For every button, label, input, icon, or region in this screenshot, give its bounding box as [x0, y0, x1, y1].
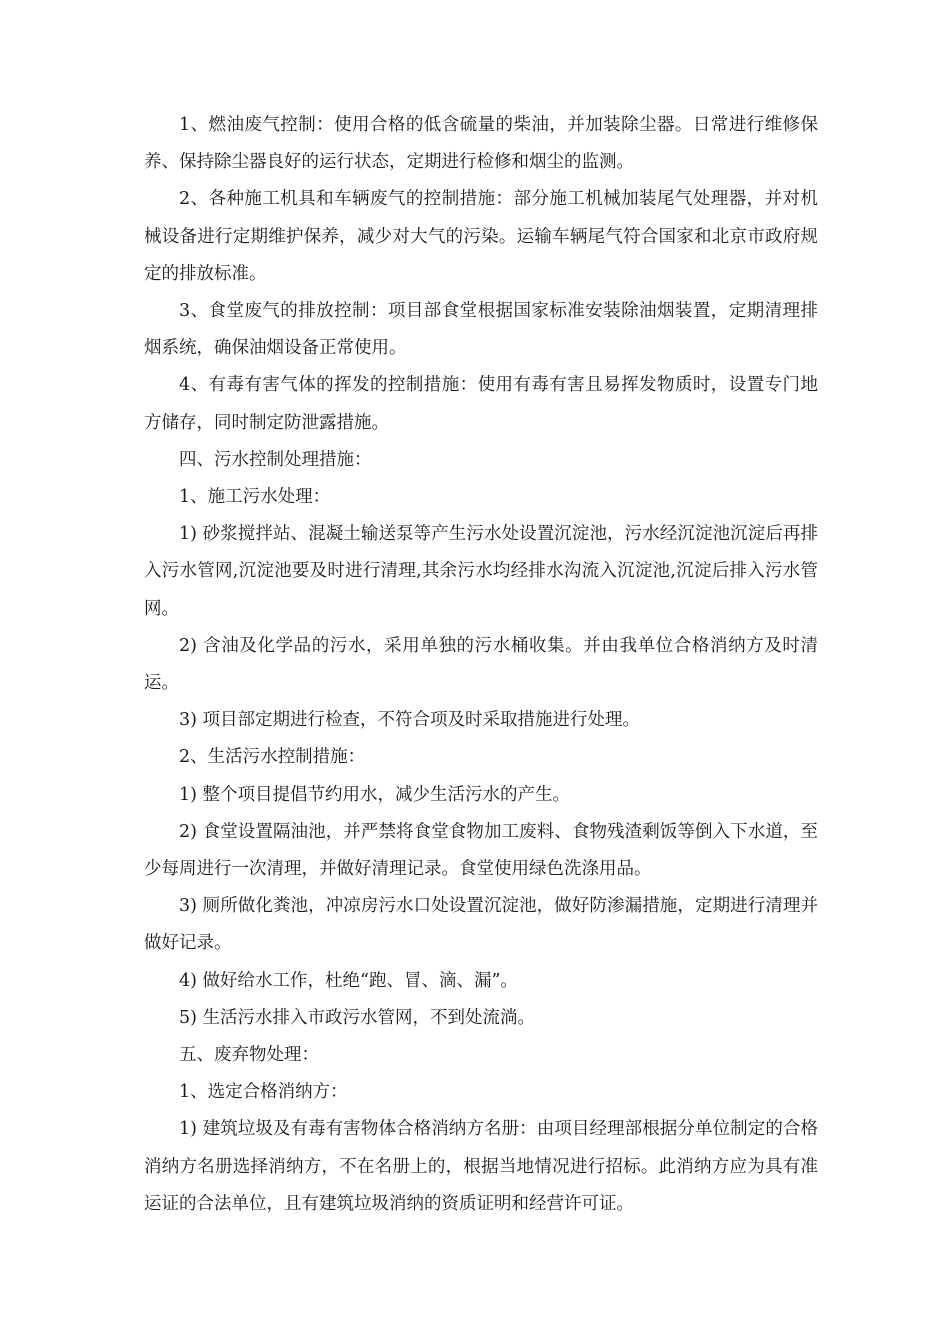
paragraph-disposer-registry: 1) 建筑垃圾及有毒有害物体合格消纳方名册：由项目经理部根据分单位制定的合格消纳方名册选择消纳方，不在名册上的，根据当地情况进行招标。此消纳方应为具有准运证的合法单位，且有建筑垃圾消纳的资质证明和经营许可证。 — [144, 1119, 818, 1214]
paragraph-grease-trap: 2) 食堂设置隔油池，并严禁将食堂食物加工废料、食物残渣剩饭等倒入下水道，至少每周进行一次清理，并做好清理记录。食堂使用绿色洗涤用品。 — [144, 821, 818, 880]
subheading-select-disposer: 1、选定合格消纳方： — [179, 1082, 348, 1103]
paragraph-periodic-inspection: 3) 项目部定期进行检查，不符合项及时采取措施进行处理。 — [179, 710, 641, 731]
paragraph-water-supply: 4) 做好给水工作，杜绝“跑、冒、滴、漏”。 — [179, 970, 518, 991]
section-heading-sewage: 四、污水控制处理措施： — [179, 449, 372, 470]
paragraph-water-saving: 1) 整个项目提倡节约用水，减少生活污水的产生。 — [179, 784, 571, 805]
paragraph-toxic-gas: 4、有毒有害气体的挥发的控制措施：使用有毒有害且易挥发物质时，设置专门地方储存，同时制定防泄露措施。 — [144, 375, 818, 433]
paragraph-sedimentation-tank: 1) 砂浆搅拌站、混凝土输送泵等产生污水处设置沉淀池，污水经沉淀池沉淀后再排入污水管网,沉淀池要及时进行清理,其余污水均经排水沟流入沉淀池,沉淀后排入污水管网。 — [144, 524, 818, 619]
paragraph-municipal-sewer: 5) 生活污水排入市政污水管网，不到处流淌。 — [179, 1007, 536, 1028]
subheading-construction-sewage: 1、施工污水处理： — [179, 487, 331, 508]
paragraph-septic-tank: 3) 厕所做化粪池，冲凉房污水口处设置沉淀池，做好防渗漏措施，定期进行清理并做好记录。 — [144, 896, 818, 954]
paragraph-oil-chemical-sewage: 2) 含油及化学品的污水，采用单独的污水桶收集。并由我单位合格消纳方及时清运。 — [144, 635, 818, 694]
paragraph-fuel-exhaust: 1、燃油废气控制：使用合格的低含硫量的柴油，并加装除尘器。日常进行维修保养、保持除尘器良好的运行状态，定期进行检修和烟尘的监测。 — [144, 115, 818, 173]
section-heading-waste: 五、废弃物处理： — [179, 1045, 319, 1066]
paragraph-machinery-exhaust: 2、各种施工机具和车辆废气的控制措施：部分施工机械加装尾气处理器，并对机械设备进行定期维护保养，减少对大气的污染。运输车辆尾气符合国家和北京市政府规定的排放标准。 — [144, 189, 818, 284]
document-body — [144, 107, 818, 1223]
subheading-domestic-sewage: 2、生活污水控制措施： — [179, 747, 366, 768]
paragraph-canteen-exhaust: 3、食堂废气的排放控制：项目部食堂根据国家标准安装除油烟装置，定期清理排烟系统，确保油烟设备正常使用。 — [144, 301, 818, 359]
